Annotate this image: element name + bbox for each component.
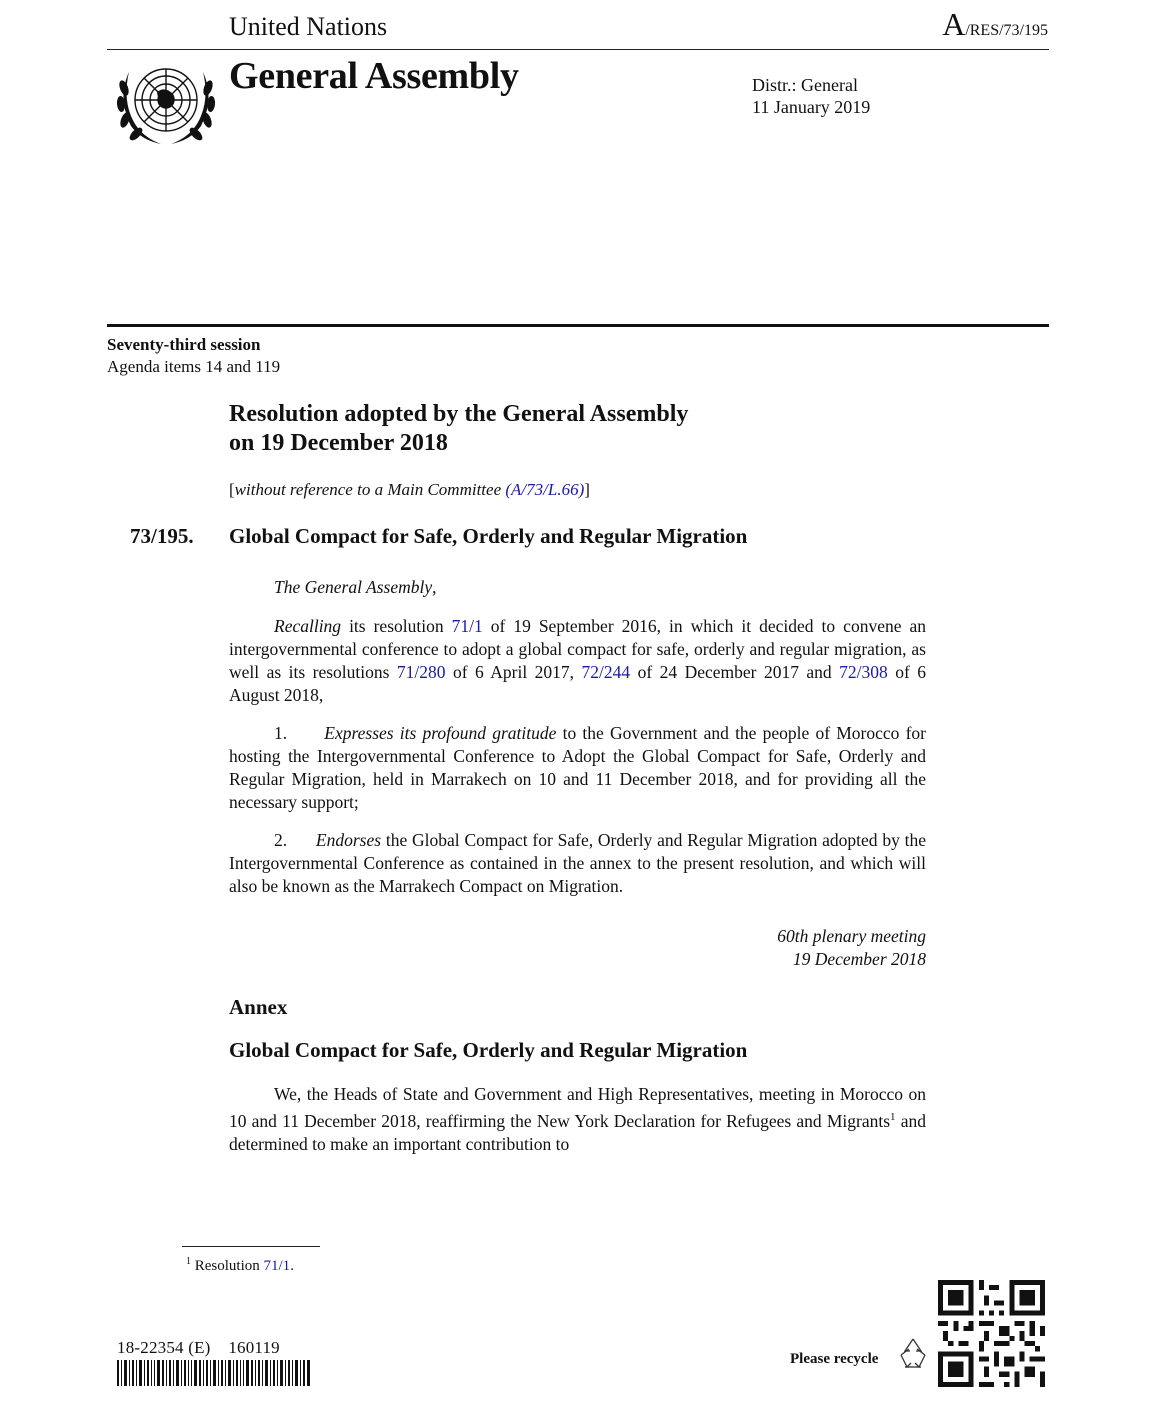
org-name: United Nations	[229, 12, 388, 41]
p2-text: the Global Compact for Safe, Orderly and Regular Migration adopted by the Intergovernmental Conference as contained in the annex to the present resolution, and which will also be known as the Marrakech Compact on Migration.	[229, 830, 927, 896]
session-name: Seventy-third session	[107, 335, 261, 354]
document-symbol	[942, 6, 1048, 43]
resolution-number: 73/195.	[130, 524, 194, 548]
footnote-ref[interactable]: 1	[890, 1111, 896, 1123]
annex-text-2: and determined to make an important contribution to	[229, 1110, 926, 1154]
un-emblem-icon	[111, 58, 221, 150]
link-72-244[interactable]: 72/244	[581, 662, 631, 682]
annex-paragraph	[229, 1083, 926, 1156]
recalling-word: Recalling	[274, 616, 342, 636]
link-72-308[interactable]: 72/308	[839, 662, 888, 682]
document-number: 18-22354 (E) 160119	[117, 1338, 280, 1357]
barcode-icon	[117, 1360, 310, 1386]
recalling-text-5: of 6 August 2018,	[229, 662, 926, 705]
p1-text: to the Government and the people of Morocco for hosting the Intergovernmental Conference to Adopt the Global Compact for Safe, Orderly and Regular Migration, held in Marrakech on 10 and 11 December 2018, and for providing all the necessary support;	[229, 723, 927, 812]
operative-paragraph-2	[229, 829, 926, 898]
header-rule	[107, 49, 1049, 50]
preamble-ga	[229, 576, 926, 599]
link-71-1[interactable]: 71/1	[451, 616, 483, 636]
qr-code-icon	[938, 1280, 1045, 1387]
symbol-rest: /RES/73/195	[965, 22, 1048, 39]
p2-italic: Endorses	[315, 830, 382, 850]
p1-number: 1.	[274, 723, 288, 743]
symbol-prefix: A	[942, 6, 966, 42]
ref-open: [	[229, 480, 235, 499]
meeting-date: 19 December 2018	[792, 949, 926, 969]
footnote-rule	[182, 1246, 320, 1247]
recalling-text-4: of 24 December 2017 and	[630, 662, 840, 682]
footnote-link-71-1[interactable]: 71/1	[263, 1258, 291, 1274]
recalling-text-3: of 6 April 2017,	[445, 662, 582, 682]
footnote-mark: 1	[186, 1256, 191, 1267]
meeting-info	[777, 925, 926, 971]
issue-date: 11 January 2019	[752, 97, 871, 117]
ga-comma: ,	[432, 577, 437, 597]
distribution-block	[752, 74, 870, 118]
recalling-text-1: its resolution	[341, 616, 452, 636]
resolution-title-line2: on 19 December 2018	[229, 430, 448, 456]
agenda-items: Agenda items 14 and 119	[107, 357, 281, 376]
recycle-label: Please recycle	[790, 1351, 879, 1367]
resolution-title	[229, 400, 688, 458]
footnote-end: .	[290, 1258, 294, 1274]
operative-paragraph-1	[229, 722, 926, 814]
session-block	[107, 334, 280, 378]
footnote-text: Resolution	[191, 1258, 264, 1274]
recalling-text-2: of 19 September 2016, in which it decided to convene an intergovernmental conference to adopt a global compact for safe, orderly and regular migration, as well as its resolutions	[229, 616, 926, 682]
link-71-280[interactable]: 71/280	[396, 662, 446, 682]
annex-title: Global Compact for Safe, Orderly and Regular Migration	[229, 1038, 748, 1062]
p2-number: 2.	[274, 830, 288, 850]
resolution-title-line1: Resolution adopted by the General Assembly	[229, 401, 689, 427]
meeting-number: 60th plenary meeting	[777, 926, 926, 946]
recycle-icon	[895, 1335, 931, 1371]
ref-text: without reference to a Main Committee	[234, 480, 506, 499]
distribution: Distr.: General	[752, 75, 858, 95]
body-title: General Assembly	[229, 55, 519, 97]
annex-heading: Annex	[229, 995, 288, 1019]
ga-italic: The General Assembly	[274, 577, 433, 597]
resolution-name: Global Compact for Safe, Orderly and Regular Migration	[229, 524, 748, 548]
link-a-73-l66[interactable]: (A/73/L.66)	[505, 480, 585, 499]
recalling-paragraph	[229, 615, 926, 707]
ref-close: ]	[584, 480, 590, 499]
p1-italic: Expresses its profound gratitude	[324, 723, 557, 743]
footnote	[186, 1256, 294, 1275]
session-rule	[107, 324, 1049, 327]
committee-reference	[229, 480, 590, 500]
annex-text-1: We, the Heads of State and Government and High Representatives, meeting in Morocco on 10 and 11 December 2018, reaffirming the New York Declaration for Refugees and Migrants	[229, 1084, 926, 1131]
